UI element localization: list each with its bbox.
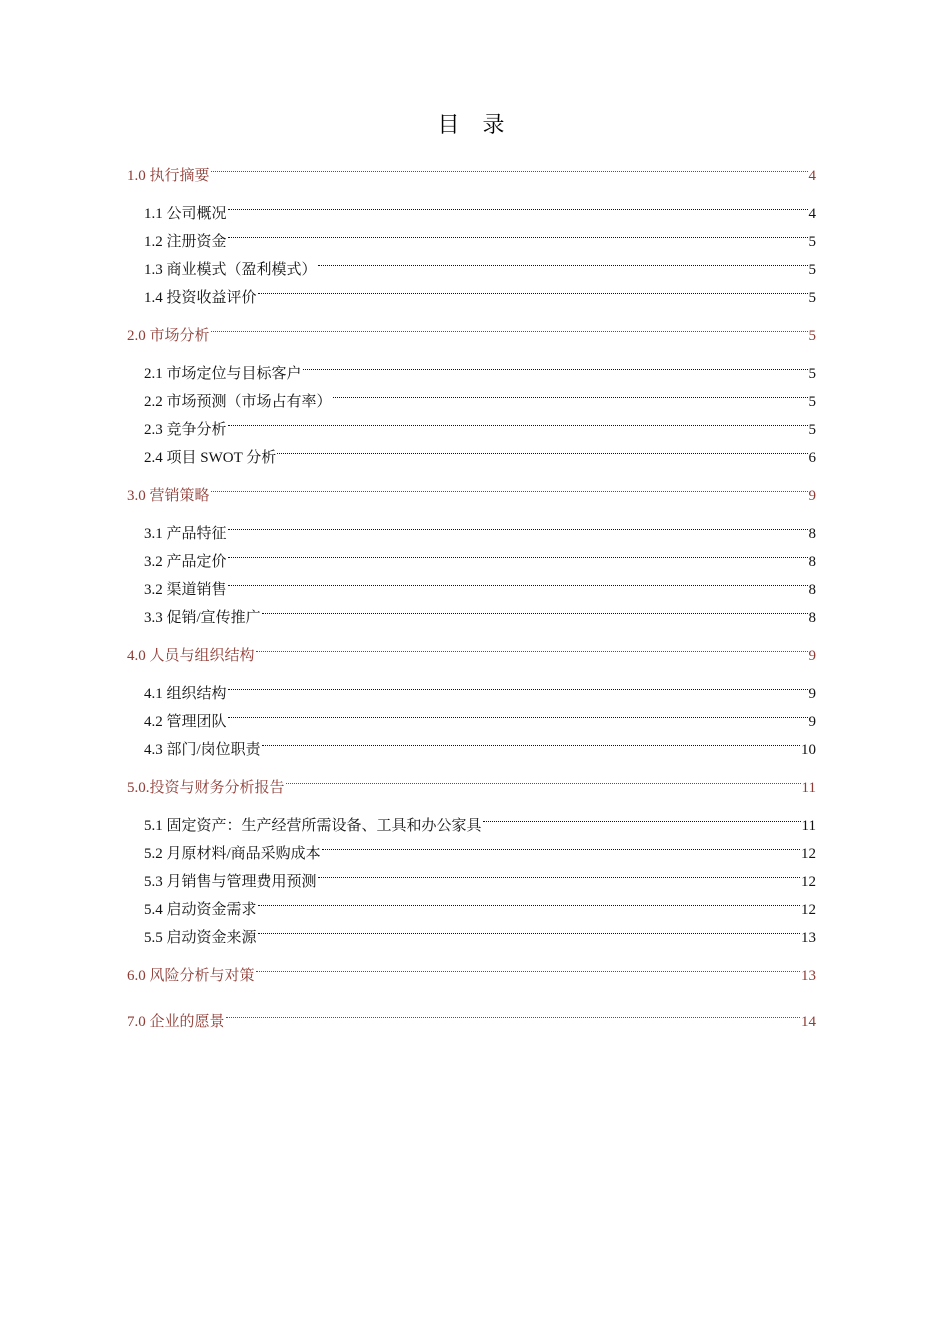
toc-leader-dots bbox=[258, 274, 808, 302]
toc-leader-dots bbox=[226, 998, 800, 1026]
toc-entry[interactable] bbox=[127, 190, 816, 222]
toc-entry-label: 1.2 注册资金 bbox=[144, 234, 227, 250]
toc-entry-page: 4 bbox=[808, 206, 816, 222]
toc-entry-page: 9 bbox=[808, 648, 816, 664]
toc-entry-label: 1.4 投资收益评价 bbox=[144, 290, 257, 306]
toc-leader-dots bbox=[211, 472, 808, 500]
toc-entry-label: 4.1 组织结构 bbox=[144, 686, 227, 702]
toc-entry[interactable] bbox=[127, 726, 816, 758]
toc-entry-label: 7.0 企业的愿景 bbox=[127, 1014, 225, 1030]
toc-entry-label: 1.1 公司概况 bbox=[144, 206, 227, 222]
toc-leader-dots bbox=[262, 726, 800, 754]
toc-leader-dots bbox=[228, 510, 808, 538]
toc-entry-page: 5 bbox=[808, 366, 816, 382]
toc-entry-label: 5.2 月原材料/商品采购成本 bbox=[144, 846, 321, 862]
toc-leader-dots bbox=[228, 190, 808, 218]
toc-leader-dots bbox=[256, 952, 800, 980]
toc-entry-label: 2.3 竞争分析 bbox=[144, 422, 227, 438]
toc-entry-label: 6.0 风险分析与对策 bbox=[127, 968, 255, 984]
toc-entry-page: 5 bbox=[808, 328, 816, 344]
toc-entry[interactable] bbox=[127, 952, 816, 984]
toc-entry-label: 1.0 执行摘要 bbox=[127, 168, 210, 184]
toc-leader-dots bbox=[303, 350, 808, 378]
toc-entry[interactable] bbox=[127, 594, 816, 626]
toc-entry[interactable] bbox=[127, 218, 816, 250]
toc-entry[interactable] bbox=[127, 802, 816, 834]
toc-entry-page: 4 bbox=[808, 168, 816, 184]
toc-entry-label: 3.3 促销/宣传推广 bbox=[144, 610, 261, 626]
toc-leader-dots bbox=[211, 312, 808, 340]
toc-entry-page: 13 bbox=[801, 930, 816, 946]
toc-entry-page: 8 bbox=[808, 582, 816, 598]
toc-entry[interactable] bbox=[127, 434, 816, 466]
toc-entry[interactable] bbox=[127, 378, 816, 410]
toc-entry-page: 12 bbox=[801, 874, 816, 890]
toc-entry[interactable] bbox=[127, 350, 816, 382]
toc-entry-page: 9 bbox=[808, 488, 816, 504]
toc-entry-page: 12 bbox=[801, 846, 816, 862]
toc-entry-page: 5 bbox=[808, 262, 816, 278]
toc-leader-dots bbox=[262, 594, 808, 622]
toc-entry-page: 9 bbox=[808, 686, 816, 702]
toc-entry-label: 3.0 营销策略 bbox=[127, 488, 210, 504]
toc-entry[interactable] bbox=[127, 998, 816, 1030]
toc-entry[interactable] bbox=[127, 670, 816, 702]
toc-entry[interactable] bbox=[127, 914, 816, 946]
toc-leader-dots bbox=[277, 434, 807, 462]
toc-entry-page: 8 bbox=[808, 526, 816, 542]
toc-leader-dots bbox=[333, 378, 808, 406]
toc-entry-page: 13 bbox=[801, 968, 816, 984]
toc-entry-page: 12 bbox=[801, 902, 816, 918]
toc-entry-page: 10 bbox=[801, 742, 816, 758]
toc-entry-label: 3.1 产品特征 bbox=[144, 526, 227, 542]
toc-leader-dots bbox=[318, 246, 808, 274]
toc-entry-page: 5 bbox=[808, 290, 816, 306]
toc-leader-dots bbox=[228, 538, 808, 566]
toc-entry[interactable] bbox=[127, 246, 816, 278]
toc-title: 目 录 bbox=[437, 113, 513, 138]
toc-entry-label: 3.2 产品定价 bbox=[144, 554, 227, 570]
toc-leader-dots bbox=[256, 632, 808, 660]
toc-leader-dots bbox=[318, 858, 800, 886]
toc-entry-label: 4.2 管理团队 bbox=[144, 714, 227, 730]
toc-entry[interactable] bbox=[127, 566, 816, 598]
toc-leader-dots bbox=[483, 802, 801, 830]
toc-leader-dots bbox=[258, 886, 800, 914]
toc-entry-label: 4.0 人员与组织结构 bbox=[127, 648, 255, 664]
toc-leader-dots bbox=[228, 698, 808, 726]
toc-entry[interactable] bbox=[127, 510, 816, 542]
toc-entry-page: 5 bbox=[808, 394, 816, 410]
table-of-contents bbox=[127, 152, 816, 1030]
toc-entry[interactable] bbox=[127, 312, 816, 344]
toc-entry[interactable] bbox=[127, 764, 816, 796]
toc-entry-page: 5 bbox=[808, 422, 816, 438]
toc-entry-label: 4.3 部门/岗位职责 bbox=[144, 742, 261, 758]
toc-entry[interactable] bbox=[127, 406, 816, 438]
toc-entry-page: 9 bbox=[808, 714, 816, 730]
toc-entry-page: 8 bbox=[808, 610, 816, 626]
toc-entry-label: 5.3 月销售与管理费用预测 bbox=[144, 874, 317, 890]
toc-entry-label: 2.1 市场定位与目标客户 bbox=[144, 366, 302, 382]
toc-entry[interactable] bbox=[127, 632, 816, 664]
toc-leader-dots bbox=[228, 406, 808, 434]
toc-entry-page: 11 bbox=[801, 818, 816, 834]
toc-leader-dots bbox=[322, 830, 800, 858]
toc-entry-label: 1.3 商业模式（盈利模式） bbox=[144, 262, 317, 278]
toc-entry[interactable] bbox=[127, 858, 816, 890]
toc-entry-label: 5.1 固定资产：生产经营所需设备、工具和办公家具 bbox=[144, 818, 482, 834]
toc-leader-dots bbox=[228, 566, 808, 594]
toc-entry-label: 5.5 启动资金来源 bbox=[144, 930, 257, 946]
toc-entry[interactable] bbox=[127, 274, 816, 306]
toc-leader-dots bbox=[228, 670, 808, 698]
toc-entry-page: 11 bbox=[801, 780, 816, 796]
toc-entry-label: 3.2 渠道销售 bbox=[144, 582, 227, 598]
toc-entry-label: 5.0.投资与财务分析报告 bbox=[127, 780, 285, 796]
toc-leader-dots bbox=[211, 152, 808, 180]
toc-leader-dots bbox=[228, 218, 808, 246]
toc-entry-label: 2.0 市场分析 bbox=[127, 328, 210, 344]
toc-entry-label: 5.4 启动资金需求 bbox=[144, 902, 257, 918]
toc-entry[interactable] bbox=[127, 886, 816, 918]
toc-entry-label: 2.4 项目 SWOT 分析 bbox=[144, 450, 277, 466]
toc-leader-dots bbox=[286, 764, 801, 792]
toc-entry-label: 2.2 市场预测（市场占有率） bbox=[144, 394, 332, 410]
toc-entry-page: 8 bbox=[808, 554, 816, 570]
toc-entry-page: 14 bbox=[801, 1014, 816, 1030]
toc-entry[interactable] bbox=[127, 538, 816, 570]
toc-entry[interactable] bbox=[127, 152, 816, 184]
toc-entry[interactable] bbox=[127, 698, 816, 730]
toc-entry-page: 5 bbox=[808, 234, 816, 250]
toc-entry[interactable] bbox=[127, 472, 816, 504]
toc-leader-dots bbox=[258, 914, 800, 942]
toc-entry-page: 6 bbox=[808, 450, 816, 466]
toc-entry[interactable] bbox=[127, 830, 816, 862]
